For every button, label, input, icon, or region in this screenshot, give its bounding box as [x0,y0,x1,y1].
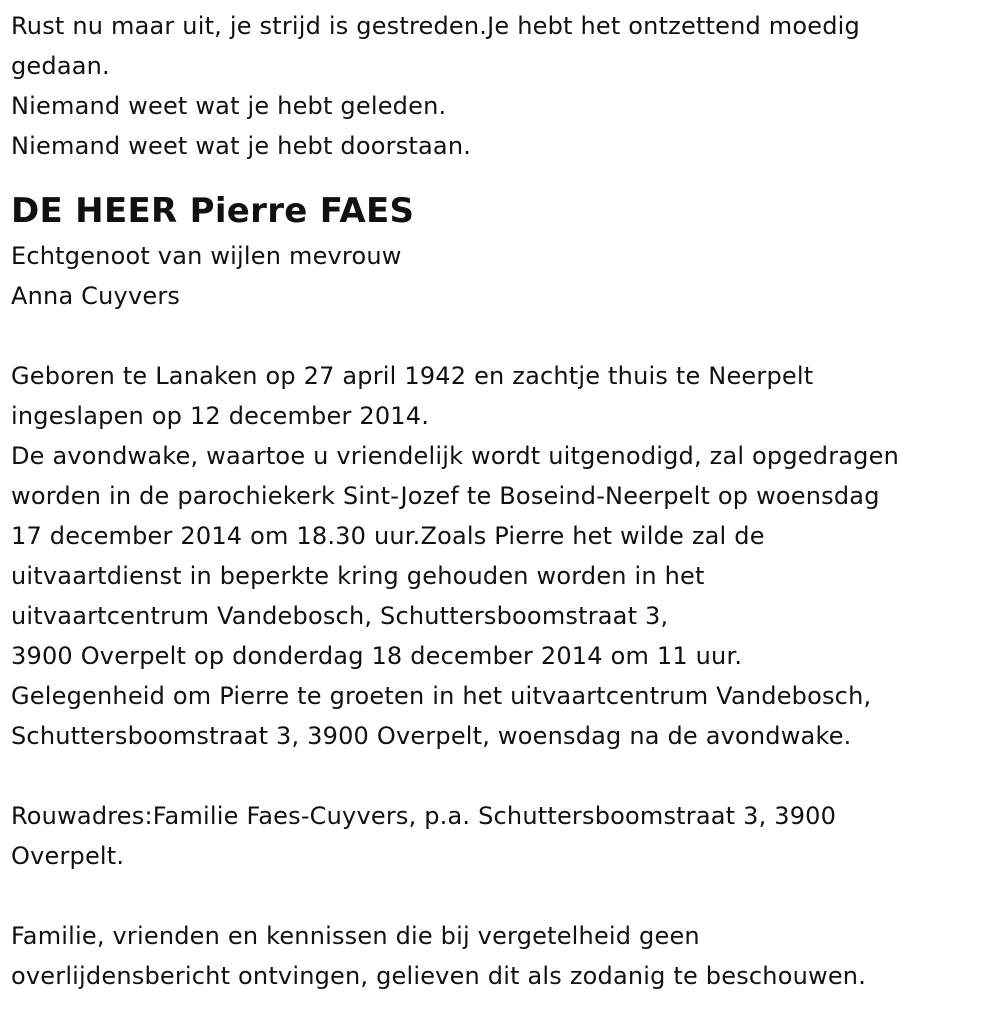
spacer [11,316,990,356]
details-line: worden in de parochiekerk Sint-Jozef te Boseind-Neerpelt op woensdag [11,482,880,510]
closing-block [11,916,990,996]
details-line: 17 december 2014 om 18.30 uur.Zoals Pierre het wilde zal de [11,522,765,550]
address-block [11,796,990,876]
relation-line: Anna Cuyvers [11,282,181,310]
details-line: Gelegenheid om Pierre te groeten in het uitvaartcentrum Vandebosch, [11,682,872,710]
closing-line: overlijdensbericht ontvingen, gelieven dit als zodanig te beschouwen. [11,962,867,990]
poem-block [11,6,990,166]
poem-line: Niemand weet wat je hebt doorstaan. [11,132,472,160]
poem-line: Rust nu maar uit, je strijd is gestreden.Je hebt het ontzettend moedig [11,12,860,40]
spacer [11,756,990,796]
address-line: Rouwadres:Familie Faes-Cuyvers, p.a. Schuttersboomstraat 3, 3900 [11,802,837,830]
spacer [11,876,990,916]
details-line: 3900 Overpelt op donderdag 18 december 2014 om 11 uur. [11,642,743,670]
deceased-name-heading: DE HEER Pierre FAES [11,191,415,231]
poem-line: gedaan. [11,52,110,80]
address-line: Overpelt. [11,842,125,870]
details-line: De avondwake, waartoe u vriendelijk wordt uitgenodigd, zal opgedragen [11,442,899,470]
details-line: Geboren te Lanaken op 27 april 1942 en zachtje thuis te Neerpelt [11,362,814,390]
relation-line: Echtgenoot van wijlen mevrouw [11,242,402,270]
details-line: uitvaartdienst in beperkte kring gehouden worden in het [11,562,705,590]
relation-block [11,236,990,316]
details-line: ingeslapen op 12 december 2014. [11,402,430,430]
details-line: Schuttersboomstraat 3, 3900 Overpelt, woensdag na de avondwake. [11,722,852,750]
poem-line: Niemand weet wat je hebt geleden. [11,92,447,120]
closing-line: Familie, vrienden en kennissen die bij vergetelheid geen [11,922,700,950]
details-line: uitvaartcentrum Vandebosch, Schuttersboomstraat 3, [11,602,669,630]
details-block [11,356,990,756]
